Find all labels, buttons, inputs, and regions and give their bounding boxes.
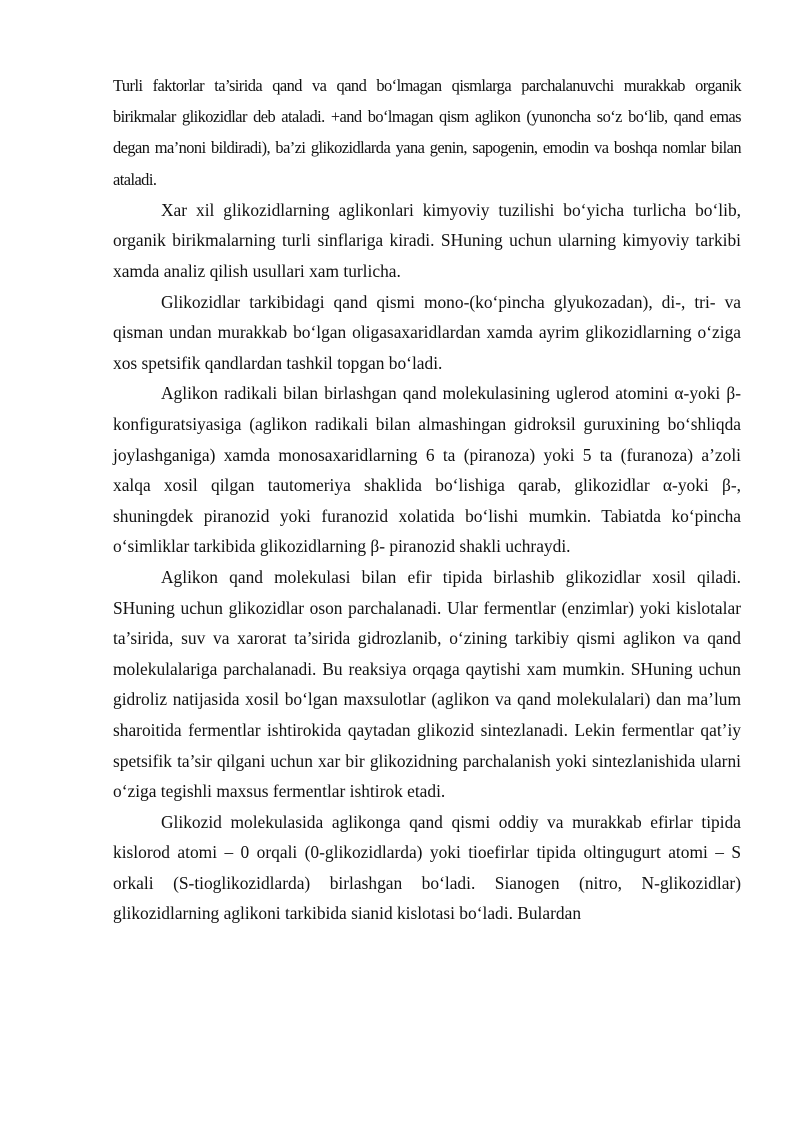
body-text (113, 70, 741, 929)
paragraph-configuration: Aglikon radikali bilan birlashgan qand molekulasining uglerod atomini α-yoki β-konfiguratsiyasiga (aglikon radikali bilan almashingan gidroksil guruxining bo‘shliqda joylashganiga) xamda monosaxaridlarning 6 ta (piranoza) yoki 5 ta (furanoza) a’zoli xalqa xosil qilgan tautomeriya shaklida bo‘lishiga qarab, glikozidlar α-yoki β-, shuningdek piranozid yoki furanozid xolatida bo‘lishi mumkin. Tabiatda ko‘pincha o‘simliklar tarkibida glikozidlarning β- piranozid shakli uchraydi. (113, 383, 741, 557)
paragraph-bond-types: Glikozid molekulasida aglikonga qand qismi oddiy va murakkab efirlar tipida kislorod atomi – 0 orqali (0-glikozidlarda) yoki tioefirlar tipida oltingugurt atomi – S orkali (S-tioglikozidlarda) birlashgan bo‘ladi. Sianogen (nitro, N-glikozidlar) glikozidlarning aglikoni tarkibida sianid kislotasi bo‘ladi. Bulardan (113, 811, 741, 924)
paragraph-sugar-part: Glikozidlar tarkibidagi qand qismi mono-(ko‘pincha glyukozadan), di-, tri- va qisman undan murakkab bo‘lgan oligasaxaridlardan xamda ayrim glikozidlarning o‘ziga xos spetsifik qandlardan tashkil topgan bo‘ladi. (113, 291, 741, 373)
paragraph-glycoside-definition: Turli faktorlar ta’sirida qand va qand bo‘lmagan qismlarga parchalanuvchi murakkab organik birikmalar glikozidlar deb ataladi. +and bo‘lmagan qism aglikon (yunoncha so‘z bo‘lib, qand emas degan ma’noni bildiradi), ba’zi glikozidlarda yana genin, sapogenin, emodin va boshqa nomlar bilan ataladi. (113, 76, 741, 189)
paragraph-hydrolysis: Aglikon qand molekulasi bilan efir tipida birlashib glikozidlar xosil qiladi. SHuning uchun glikozidlar oson parchalanadi. Ular fermentlar (enzimlar) yoki kislotalar ta’sirida, suv va xarorat ta’sirida gidrozlanib, o‘zining tarkibiy qismi aglikon va qand molekulalariga parchalanadi. Bu reaksiya orqaga qaytishi xam mumkin. SHuning uchun gidroliz natijasida xosil bo‘lgan maxsulotlar (aglikon va qand molekulalari) dan ma’lum sharoitida fermentlar ishtirokida qaytadan glikozid sintezlanadi. Lekin fermentlar qat’iy spetsifik ta’sir qilgani uchun xar bir glikozidning parchalanish yoki sintezlanishida ularni o‘ziga tegishli maxsus fermentlar ishtirok etadi. (113, 566, 741, 802)
paragraph-aglycone-classes: Xar xil glikozidlarning aglikonlari kimyoviy tuzilishi bo‘yicha turlicha bo‘lib, organik birikmalarning turli sinflariga kiradi. SHuning uchun ularning kimyoviy tarkibi xamda analiz qilish usullari xam turlicha. (113, 199, 741, 281)
